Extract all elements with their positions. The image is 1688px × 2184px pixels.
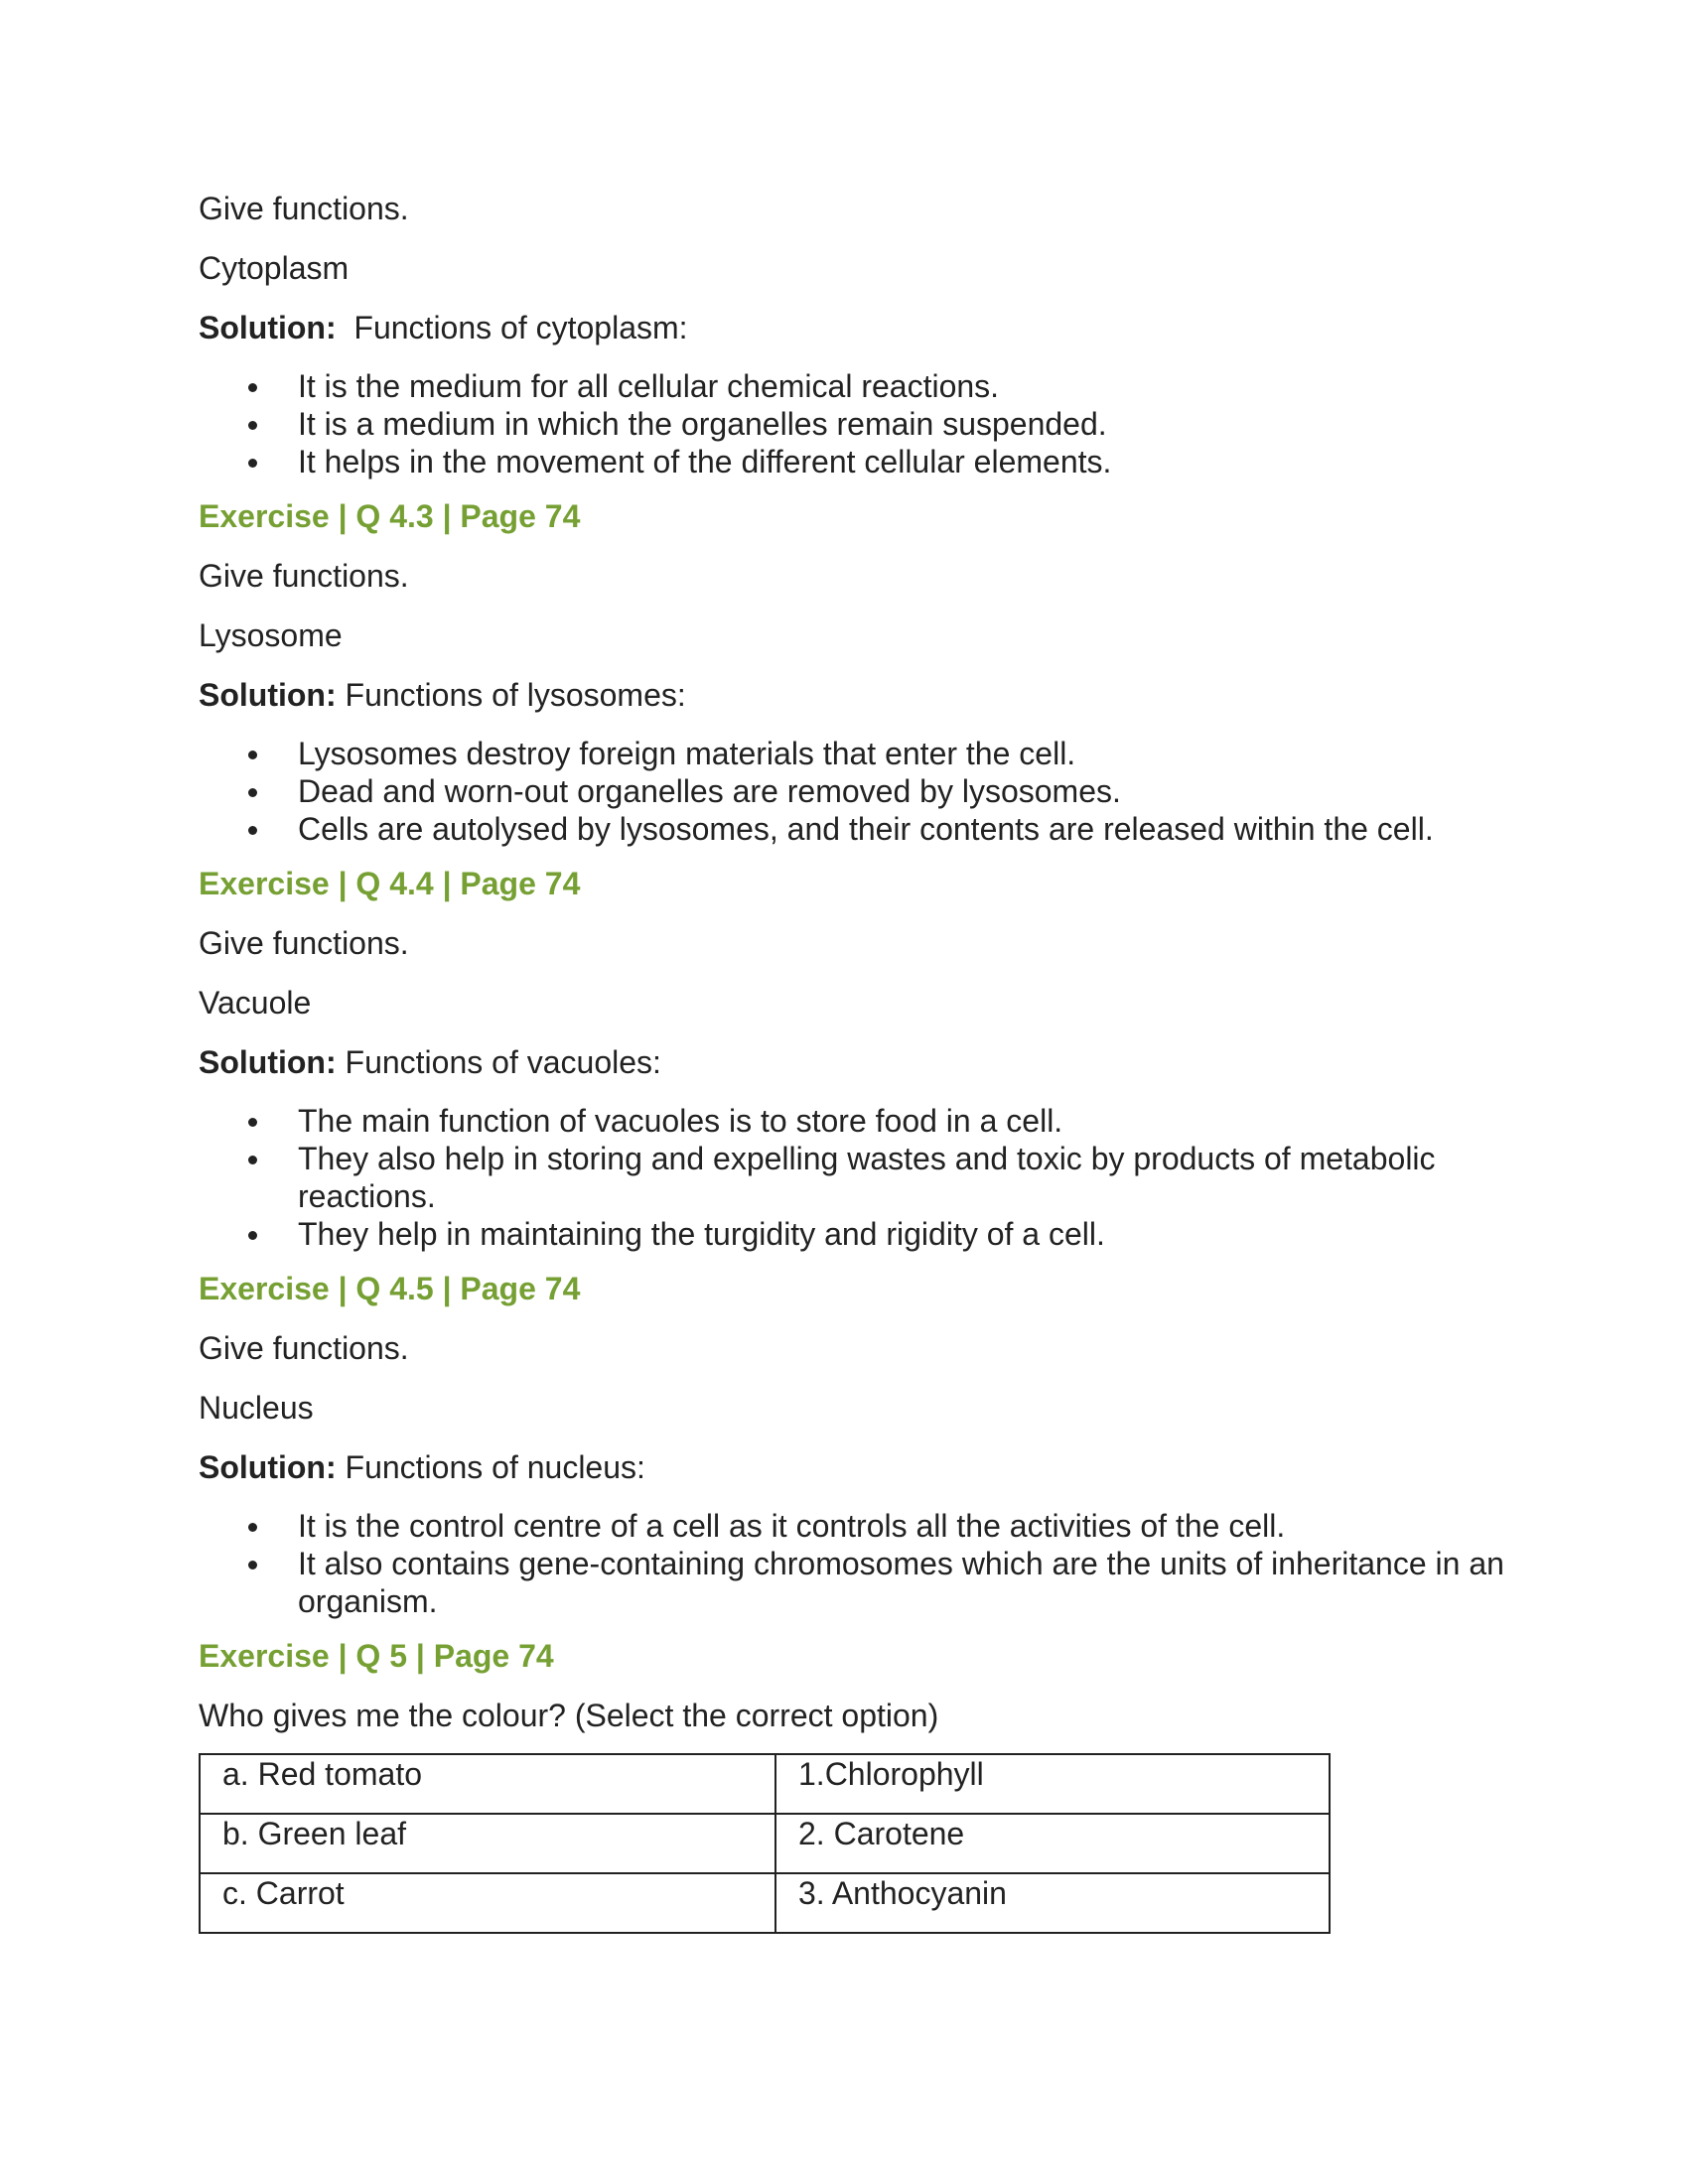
list-item-text: It is the medium for all cellular chemical reactions.	[298, 368, 1000, 404]
solution-line	[199, 1447, 1509, 1487]
solution-line	[199, 308, 1509, 347]
bullet-list	[199, 1102, 1509, 1253]
list-item-text: They help in maintaining the turgidity and rigidity of a cell.	[298, 1216, 1105, 1252]
document-page	[199, 189, 1509, 1934]
list-item	[199, 443, 1509, 480]
list-item-text: It is a medium in which the organelles remain suspended.	[298, 406, 1107, 442]
list-item-text: It also contains gene-containing chromosomes which are the units of inheritance in an organism.	[298, 1546, 1504, 1619]
question-topic: Cytoplasm	[199, 250, 350, 286]
exercise-heading: Exercise | Q 4.4 | Page 74	[199, 866, 581, 901]
question-prompt: Who gives me the colour? (Select the correct option)	[199, 1698, 939, 1733]
list-item	[199, 810, 1509, 848]
question-block-q5	[199, 1636, 1509, 1934]
list-item	[199, 367, 1509, 405]
answer-block-vacuole	[199, 864, 1509, 1253]
question-topic: Lysosome	[199, 617, 343, 653]
list-item	[199, 735, 1509, 772]
exercise-heading: Exercise | Q 4.5 | Page 74	[199, 1271, 581, 1306]
list-item-text: Cells are autolysed by lysosomes, and their contents are released within the cell.	[298, 811, 1434, 847]
match-table	[199, 1753, 1331, 1934]
list-item-text: The main function of vacuoles is to store food in a cell.	[298, 1103, 1063, 1139]
list-item	[199, 772, 1509, 810]
list-item	[199, 1140, 1509, 1215]
solution-line	[199, 1042, 1509, 1082]
answer-block-lysosome	[199, 496, 1509, 848]
list-item-text: Dead and worn-out organelles are removed by lysosomes.	[298, 773, 1121, 809]
solution-label: Solution:	[199, 1449, 337, 1485]
list-item	[199, 1545, 1509, 1620]
table-row	[200, 1754, 1330, 1814]
solution-line	[199, 675, 1509, 715]
list-item-text: They also help in storing and expelling wastes and toxic by products of metabolic reactions.	[298, 1141, 1436, 1214]
table-cell-item: c. Carrot	[200, 1873, 775, 1933]
list-item	[199, 405, 1509, 443]
bullet-icon	[248, 1156, 257, 1164]
bullet-icon	[248, 383, 257, 392]
list-item-text: It is the control centre of a cell as it controls all the activities of the cell.	[298, 1508, 1286, 1544]
table-row	[200, 1873, 1330, 1933]
bullet-list	[199, 1507, 1509, 1620]
bullet-icon	[248, 1118, 257, 1127]
solution-label: Solution:	[199, 310, 337, 345]
question-prompt: Give functions.	[199, 1330, 409, 1366]
list-item-text: It helps in the movement of the different cellular elements.	[298, 444, 1112, 479]
bullet-icon	[248, 826, 257, 835]
solution-label: Solution:	[199, 1044, 337, 1080]
answer-block-nucleus	[199, 1269, 1509, 1620]
solution-label: Solution:	[199, 677, 337, 713]
list-item	[199, 1507, 1509, 1545]
table-cell-item: b. Green leaf	[200, 1814, 775, 1873]
bullet-icon	[248, 1561, 257, 1570]
table-cell-pigment: 2. Carotene	[775, 1814, 1330, 1873]
table-cell-item: a. Red tomato	[200, 1754, 775, 1814]
solution-text: Functions of nucleus:	[336, 1449, 645, 1485]
exercise-heading: Exercise | Q 5 | Page 74	[199, 1638, 554, 1674]
list-item	[199, 1215, 1509, 1253]
bullet-icon	[248, 1523, 257, 1532]
bullet-icon	[248, 459, 257, 468]
list-item-text: Lysosomes destroy foreign materials that enter the cell.	[298, 736, 1076, 771]
question-prompt: Give functions.	[199, 925, 409, 961]
solution-text: Functions of vacuoles:	[336, 1044, 661, 1080]
bullet-icon	[248, 1231, 257, 1240]
bullet-icon	[248, 421, 257, 430]
table-row	[200, 1814, 1330, 1873]
solution-text: Functions of cytoplasm:	[336, 310, 688, 345]
answer-block-cytoplasm	[199, 189, 1509, 480]
exercise-heading: Exercise | Q 4.3 | Page 74	[199, 498, 581, 534]
table-cell-pigment: 3. Anthocyanin	[775, 1873, 1330, 1933]
bullet-icon	[248, 788, 257, 797]
table-cell-pigment: 1.Chlorophyll	[775, 1754, 1330, 1814]
question-prompt: Give functions.	[199, 558, 409, 594]
question-prompt: Give functions.	[199, 191, 409, 226]
list-item	[199, 1102, 1509, 1140]
bullet-icon	[248, 751, 257, 759]
bullet-list	[199, 367, 1509, 480]
bullet-list	[199, 735, 1509, 848]
question-topic: Vacuole	[199, 985, 312, 1021]
question-topic: Nucleus	[199, 1390, 314, 1426]
solution-text: Functions of lysosomes:	[336, 677, 686, 713]
